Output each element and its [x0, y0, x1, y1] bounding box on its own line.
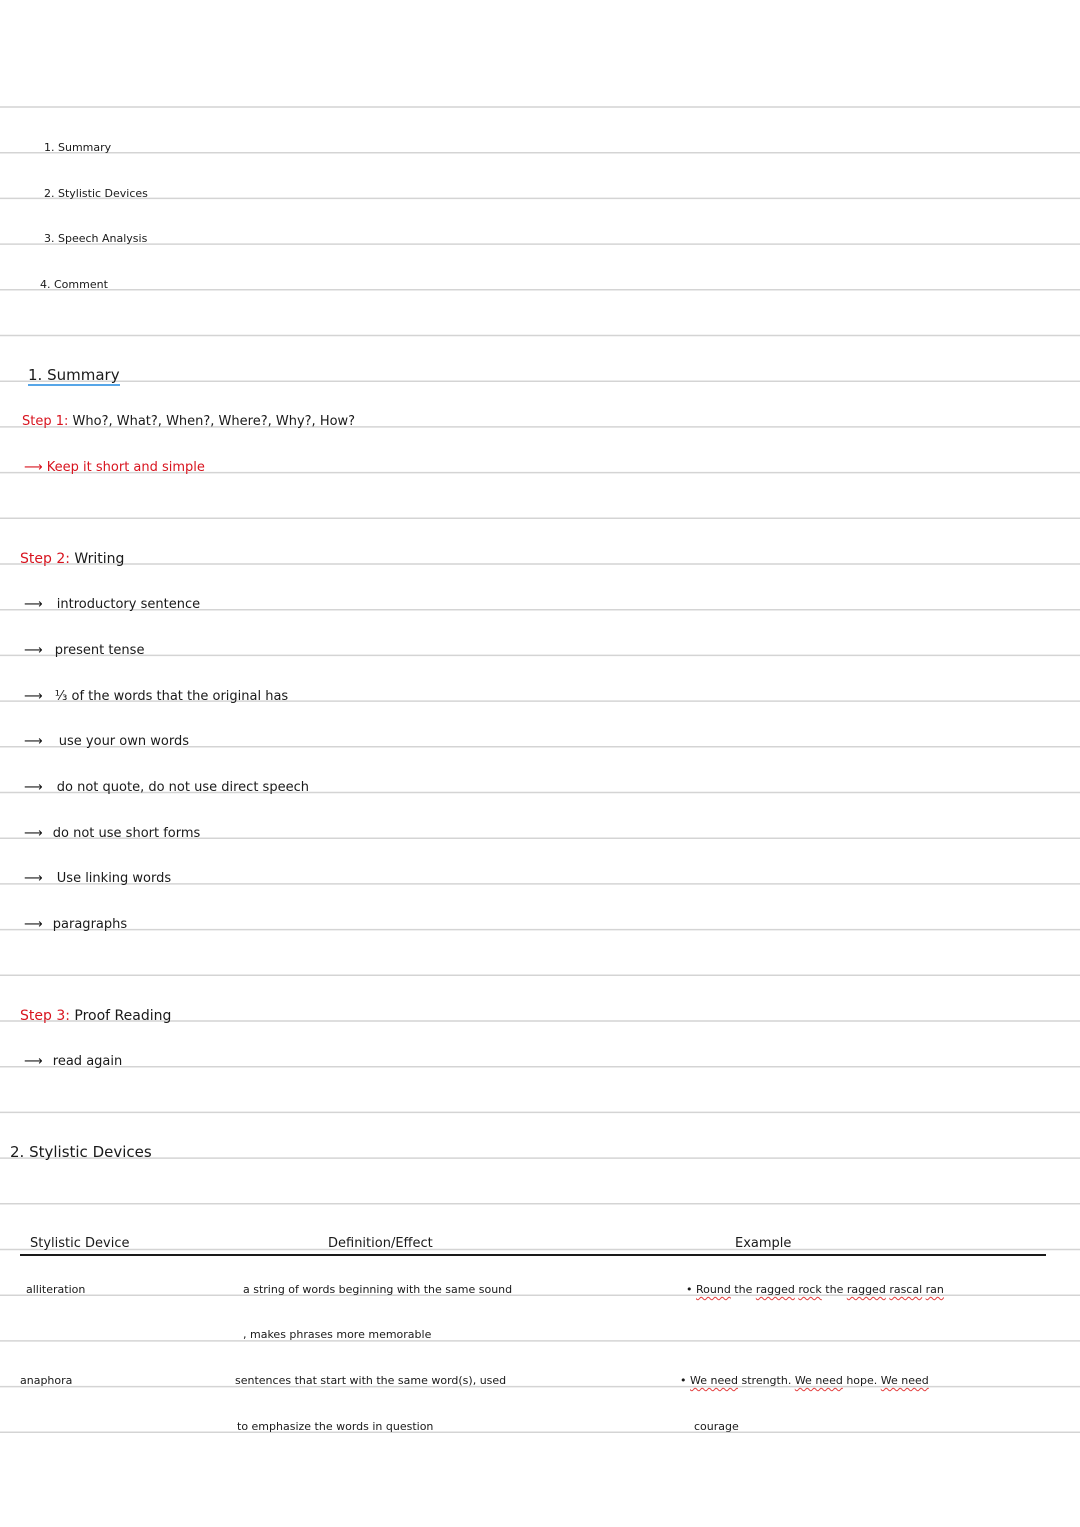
step3-title: Proof Reading: [74, 1008, 172, 1024]
step1-note-row: [24, 461, 205, 474]
arrow-icon: ⟶: [24, 734, 43, 749]
example-word: Round: [696, 1283, 731, 1296]
step2-item-text: present tense: [54, 643, 145, 658]
step2-item: [24, 781, 309, 794]
row-anaphora-device: anaphora: [20, 1374, 73, 1387]
step2-item-text: Use linking words: [56, 871, 172, 886]
arrow-icon: ⟶: [24, 460, 43, 475]
summary-heading: 1. Summary: [28, 366, 120, 384]
toc-item-speech-analysis: 3. Speech Analysis: [44, 232, 148, 245]
example-word: strength.: [738, 1374, 795, 1387]
table-header-device: Stylistic Device: [30, 1236, 130, 1251]
arrow-icon: ⟶: [24, 780, 43, 795]
step1-row: [22, 415, 355, 428]
bullet-icon: •: [686, 1283, 693, 1296]
step2-item: [24, 918, 127, 931]
example-word: rock: [798, 1283, 822, 1296]
arrow-icon: ⟶: [24, 597, 43, 612]
toc-item-comment: 4. Comment: [40, 278, 108, 291]
step2-item-text: ⅓ of the words that the original has: [54, 689, 289, 704]
table-header-definition: Definition/Effect: [328, 1236, 433, 1251]
step2-item-text: introductory sentence: [56, 597, 201, 612]
step2-item-text: do not use short forms: [52, 826, 201, 841]
row-alliteration-definition-line2: , makes phrases more memorable: [243, 1328, 432, 1341]
example-word: the: [821, 1283, 847, 1296]
example-word: the: [730, 1283, 756, 1296]
arrow-icon: ⟶: [24, 871, 43, 886]
example-word: We need: [880, 1374, 929, 1387]
step3-item: [24, 1055, 122, 1068]
step2-item: [24, 735, 189, 748]
example-word: hope.: [842, 1374, 881, 1387]
step2-row: [20, 552, 124, 566]
example-word: ran: [925, 1283, 944, 1296]
step3-item-text: read again: [52, 1054, 123, 1069]
row-alliteration-definition-line1: a string of words beginning with the same sound: [243, 1283, 513, 1296]
table-header-rule: [20, 1254, 1046, 1256]
example-word: ragged: [846, 1283, 886, 1296]
row-anaphora-example-line2: courage: [694, 1420, 739, 1433]
step1-label: Step 1:: [22, 414, 69, 429]
row-alliteration-device: alliteration: [26, 1283, 86, 1296]
step2-item: [24, 827, 200, 840]
arrow-icon: ⟶: [24, 689, 43, 704]
row-anaphora-definition-line1: sentences that start with the same word(s), used: [235, 1374, 507, 1387]
step2-item-text: use your own words: [58, 734, 189, 749]
stylistic-devices-heading: 2. Stylistic Devices: [10, 1143, 152, 1161]
toc-item-stylistic-devices: 2. Stylistic Devices: [44, 187, 148, 200]
step2-item-text: do not quote, do not use direct speech: [56, 780, 309, 795]
example-word: ragged: [755, 1283, 795, 1296]
step3-label: Step 3:: [20, 1008, 70, 1024]
step1-questions: Who?, What?, When?, Where?, Why?, How?: [72, 414, 356, 429]
example-word: We need: [794, 1374, 843, 1387]
step3-row: [20, 1009, 171, 1023]
arrow-icon: ⟶: [24, 826, 43, 841]
row-anaphora-example: [680, 1375, 929, 1386]
row-alliteration-example: [686, 1284, 944, 1295]
step2-item: [24, 872, 171, 885]
arrow-icon: ⟶: [24, 643, 43, 658]
arrow-icon: ⟶: [24, 917, 43, 932]
bullet-icon: •: [680, 1374, 687, 1387]
arrow-icon: ⟶: [24, 1054, 43, 1069]
step2-title: Writing: [74, 551, 125, 567]
table-header-example: Example: [735, 1236, 792, 1251]
step2-item: [24, 644, 144, 657]
step2-label: Step 2:: [20, 551, 70, 567]
row-anaphora-definition-line2: to emphasize the words in question: [237, 1420, 434, 1433]
example-word: rascal: [889, 1283, 923, 1296]
step2-item-text: paragraphs: [52, 917, 128, 932]
step2-item: [24, 690, 288, 703]
step2-item: [24, 598, 200, 611]
example-word: We need: [690, 1374, 738, 1387]
step1-note: Keep it short and simple: [46, 460, 205, 475]
toc-item-summary: 1. Summary: [44, 141, 112, 154]
